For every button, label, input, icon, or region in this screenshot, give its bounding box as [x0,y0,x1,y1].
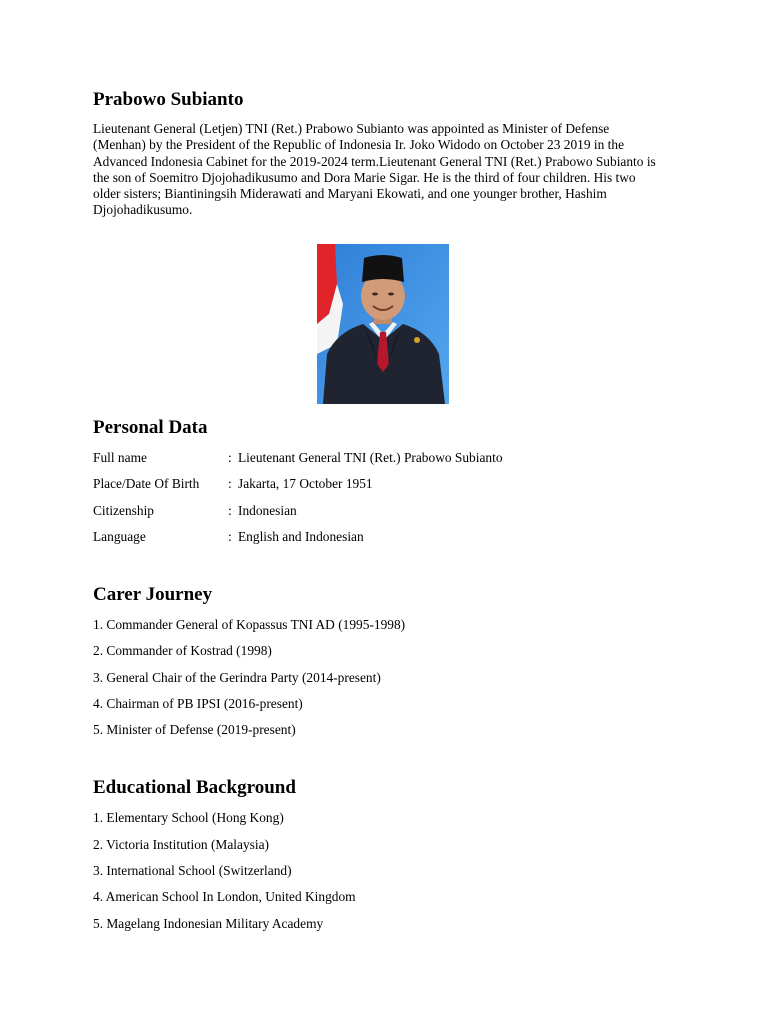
personal-label: Language [93,529,146,544]
portrait-photo [317,244,449,404]
personal-separator: : [228,529,232,544]
education-list-item: 5. Magelang Indonesian Military Academy [93,916,324,931]
personal-label: Place/Date Of Birth [93,476,200,491]
career-list-item: 2. Commander of Kostrad (1998) [93,643,272,658]
personal-value: Jakarta, 17 October 1951 [238,476,373,491]
page-title: Prabowo Subianto [93,89,244,110]
personal-separator: : [228,503,232,518]
personal-value: Indonesian [238,503,297,518]
education-list-item: 2. Victoria Institution (Malaysia) [93,837,269,852]
personal-separator: : [228,450,232,465]
education-heading: Educational Background [93,777,296,798]
career-list-item: 5. Minister of Defense (2019-present) [93,722,296,737]
education-list-item: 1. Elementary School (Hong Kong) [93,810,284,825]
career-list-item: 3. General Chair of the Gerindra Party (2014-present) [93,670,381,685]
personal-data-heading: Personal Data [93,417,208,438]
career-list-item: 1. Commander General of Kopassus TNI AD (1995-1998) [93,617,406,632]
personal-separator: : [228,476,232,491]
intro-paragraph: Lieutenant General (Letjen) TNI (Ret.) Prabowo Subianto was appointed as Minister of Defense (Menhan) by the President of the Republic of Indonesia Ir. Joko Widodo on October 23 2019 in the Advanced Indonesia Cabinet for the 2019-2024 term.Lieutenant General TNI (Ret.) Prabowo Subianto is the son of Soemitro Djojohadikusumo and Dora Marie Sigar. He is the third of four children. His two older sisters; Biantiningsih Miderawati and Maryani Ekowati, and one younger brother, Hashim Djojohadikusumo. [93,121,656,218]
personal-label: Citizenship [93,503,154,518]
personal-value: Lieutenant General TNI (Ret.) Prabowo Subianto [238,450,503,465]
personal-label: Full name [93,450,147,465]
career-list-item: 4. Chairman of PB IPSI (2016-present) [93,696,303,711]
education-list-item: 4. American School In London, United Kingdom [93,889,356,904]
career-journey-heading: Carer Journey [93,584,213,605]
education-list-item: 3. International School (Switzerland) [93,863,292,878]
personal-value: English and Indonesian [238,529,364,544]
